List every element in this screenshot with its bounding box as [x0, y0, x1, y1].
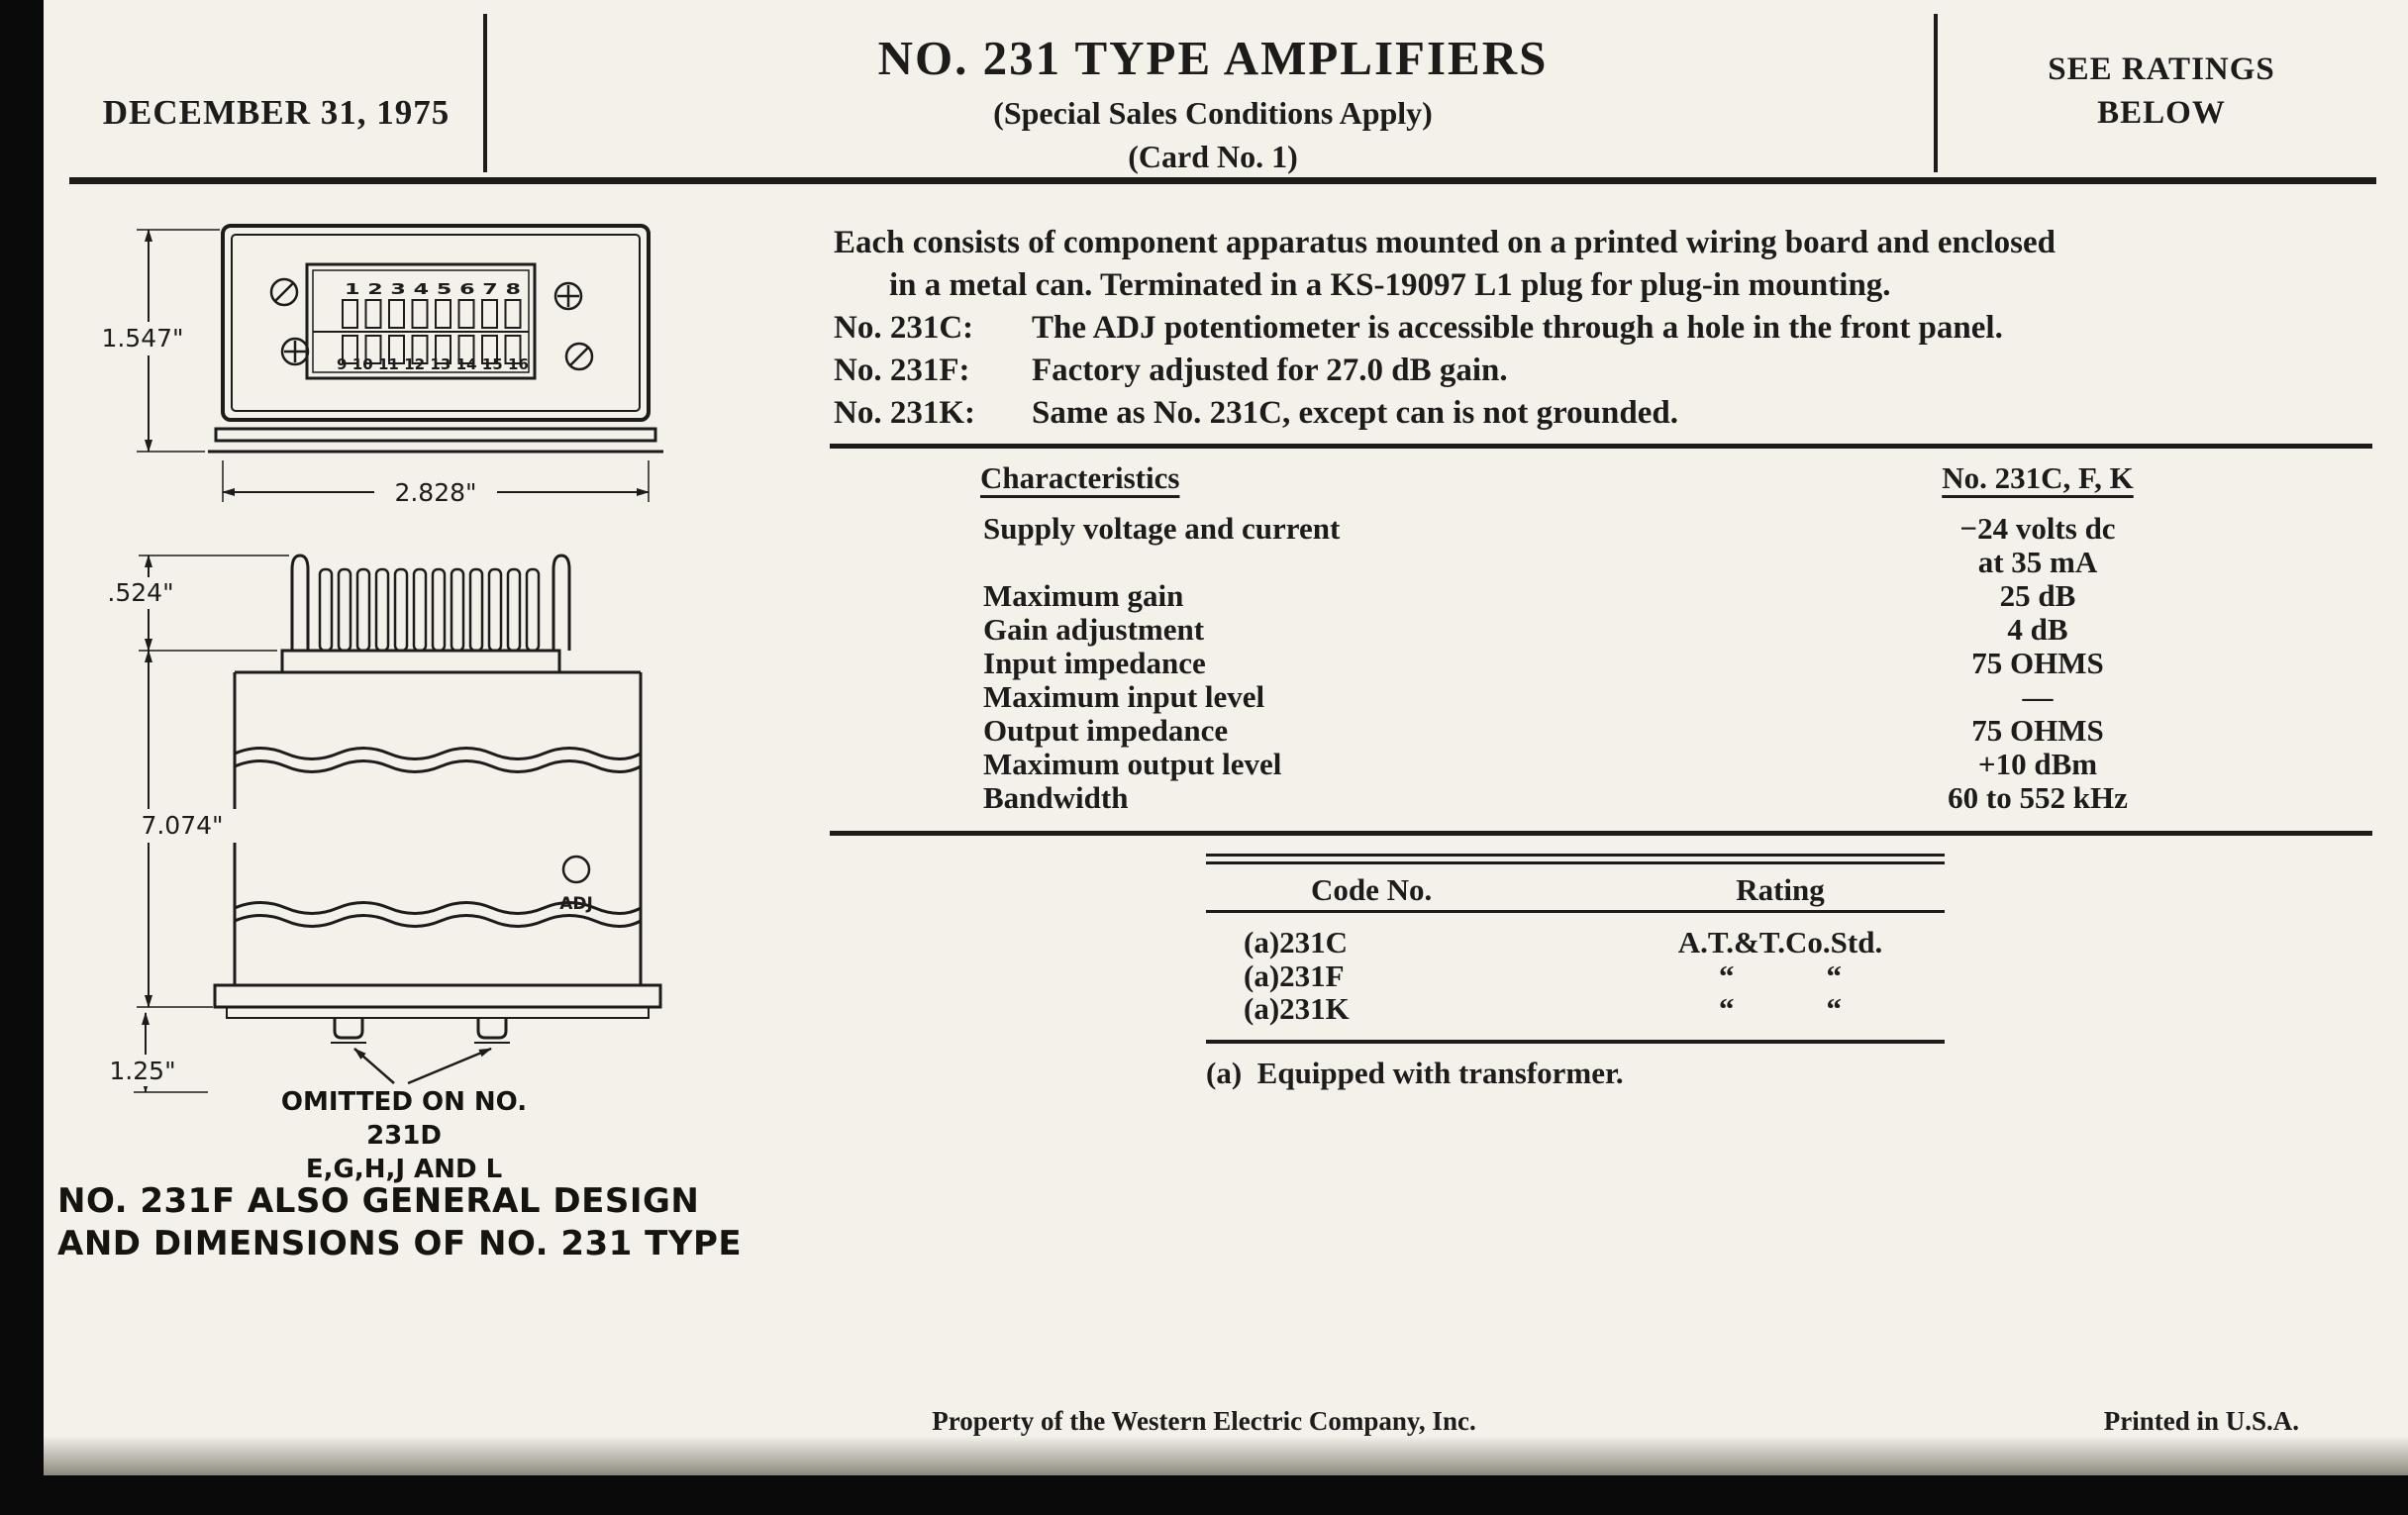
break-line: [235, 761, 641, 772]
guide-pin-right: [553, 556, 569, 651]
pin-numbers-bottom: 9 10 11 12 13 14 15 16: [337, 355, 529, 373]
code-table-rows: [1206, 913, 1945, 1040]
variant-note-231c: [834, 307, 2393, 350]
variant-text: Factory adjusted for 27.0 dB gain.: [1032, 353, 1508, 388]
plug-pins: [282, 556, 569, 672]
description-block: [834, 222, 2393, 435]
table-row: [830, 647, 2372, 680]
omitted-note-line2: E,G,H,J AND L: [305, 1155, 503, 1184]
dim-base-height-label: 1.25": [109, 1057, 176, 1085]
side-view-drawing: [79, 540, 713, 1134]
scan-edge-left: [0, 0, 44, 1515]
rating-cell: “ “: [1719, 991, 1842, 1026]
dim-panel-height-label: 1.547": [101, 324, 184, 353]
description-line2: in a metal can. Terminated in a KS-19097 L1 plug for plug-in mounting.: [889, 267, 1891, 303]
mounting-base: [215, 985, 660, 1043]
characteristics-table: [830, 444, 2372, 836]
code-cell: (a)231F: [1244, 958, 1345, 993]
property-notice: Property of the Western Electric Company, Inc.: [932, 1406, 1476, 1436]
row-label: Bandwidth: [983, 780, 1129, 815]
dim-can-height-label: 7.074": [141, 811, 224, 840]
row-label: Input impedance: [983, 646, 1206, 680]
header-rule: [69, 177, 2376, 184]
description-line1: Each consists of component apparatus mounted on a printed wiring board and enclosed: [834, 225, 2056, 260]
drawing-caption-line2: AND DIMENSIONS OF NO. 231 TYPE: [57, 1224, 743, 1263]
variant-code: No. 231C:: [834, 310, 974, 346]
row-value: at 35 mA: [1977, 545, 2098, 579]
table-rule: [1206, 1040, 1945, 1044]
code-cell: (a)231K: [1244, 991, 1350, 1026]
table-row: [1206, 992, 1945, 1026]
table-double-rule: [1206, 854, 1945, 864]
table-row: [1206, 926, 1945, 960]
code-rating-table: [1206, 854, 1945, 1044]
printed-in-usa-notice: Printed in U.S.A.: [2103, 1406, 2299, 1436]
ratings-note-line2: BELOW: [2097, 95, 2226, 131]
table-row: [830, 579, 2372, 613]
table-row: [830, 781, 2372, 815]
row-label: Maximum gain: [983, 578, 1184, 613]
row-label: Maximum output level: [983, 747, 1282, 781]
variant-code: No. 231F:: [834, 353, 970, 388]
subtitle-card-number: (Card No. 1): [1128, 139, 1298, 174]
dim-pin-height-label: .524": [107, 578, 174, 607]
table-row: [830, 546, 2372, 579]
adj-potentiometer-hole: [563, 857, 589, 882]
adj-label: ADJ: [559, 894, 593, 914]
break-line: [235, 916, 641, 927]
break-line: [235, 749, 641, 759]
omitted-note-line1: OMITTED ON NO. 231D: [280, 1087, 528, 1151]
row-value: 60 to 552 kHz: [1948, 780, 2128, 815]
variant-text: The ADJ potentiometer is accessible through a hole in the front panel.: [1032, 310, 2003, 346]
row-value: 75 OHMS: [1971, 646, 2104, 680]
table-row: [830, 748, 2372, 781]
variant-code: No. 231K:: [834, 395, 975, 431]
row-value: 25 dB: [1999, 578, 2076, 613]
subtitle-sales-conditions: (Special Sales Conditions Apply): [993, 95, 1433, 131]
amplifier-can: [235, 672, 641, 985]
omitted-note-arrows: [354, 1049, 491, 1083]
drawing-caption-line1: NO. 231F ALSO GENERAL DESIGN: [57, 1181, 700, 1221]
row-value: −24 volts dc: [1959, 511, 2116, 546]
column-header-rating: Rating: [1736, 872, 1825, 907]
rating-cell: A.T.&T.Co.Std.: [1677, 925, 1883, 960]
table-row: [830, 613, 2372, 647]
drawing-caption: [57, 1180, 742, 1265]
code-table-header: [1206, 864, 1945, 910]
table-row: [830, 680, 2372, 714]
variant-text: Same as No. 231C, except can is not grounded.: [1032, 395, 1678, 431]
header-divider-right: [1934, 14, 1938, 172]
row-label: Supply voltage and current: [983, 511, 1341, 546]
date-stamp: DECEMBER 31, 1975: [102, 93, 451, 132]
table-row: [1206, 960, 1945, 993]
characteristics-table-header: [830, 460, 2372, 512]
row-label: Gain adjustment: [983, 612, 1205, 647]
scan-edge-bottom: [0, 1475, 2408, 1515]
code-cell: (a)231C: [1244, 925, 1349, 960]
column-header-code: Code No.: [1311, 872, 1433, 907]
mounting-lug-right: [478, 1018, 506, 1038]
variant-note-231f: [834, 350, 2393, 392]
variant-note-231k: [834, 392, 2393, 435]
row-label: Output impedance: [983, 713, 1229, 748]
table-row: [830, 512, 2372, 546]
guide-pin-left: [292, 556, 308, 651]
row-value: +10 dBm: [1977, 747, 2098, 781]
connector-block: [282, 651, 559, 672]
transformer-footnote: (a) Equipped with transformer.: [1206, 1056, 1624, 1090]
column-header-characteristics: Characteristics: [980, 460, 1180, 495]
row-value: 4 dB: [2007, 612, 2068, 647]
header-divider-left: [483, 14, 487, 172]
row-label: Maximum input level: [983, 679, 1265, 714]
mounting-lug-left: [335, 1018, 362, 1038]
scan-shadow: [0, 1436, 2408, 1475]
table-row: [830, 714, 2372, 748]
ratings-note-line1: SEE RATINGS: [2048, 51, 2275, 87]
omitted-note: [250, 1085, 558, 1186]
row-value: 75 OHMS: [1971, 713, 2104, 748]
front-panel-drawing: [79, 213, 673, 510]
ratings-note: [1944, 48, 2379, 135]
page-title: NO. 231 TYPE AMPLIFIERS: [877, 31, 1549, 85]
row-value: —: [2022, 679, 2054, 714]
rating-cell: “ “: [1719, 958, 1842, 993]
pin-numbers-top: 1 2 3 4 5 6 7 8: [345, 280, 521, 298]
dim-panel-width-label: 2.828": [394, 478, 477, 507]
column-header-models: No. 231C, F, K: [1942, 460, 2134, 495]
